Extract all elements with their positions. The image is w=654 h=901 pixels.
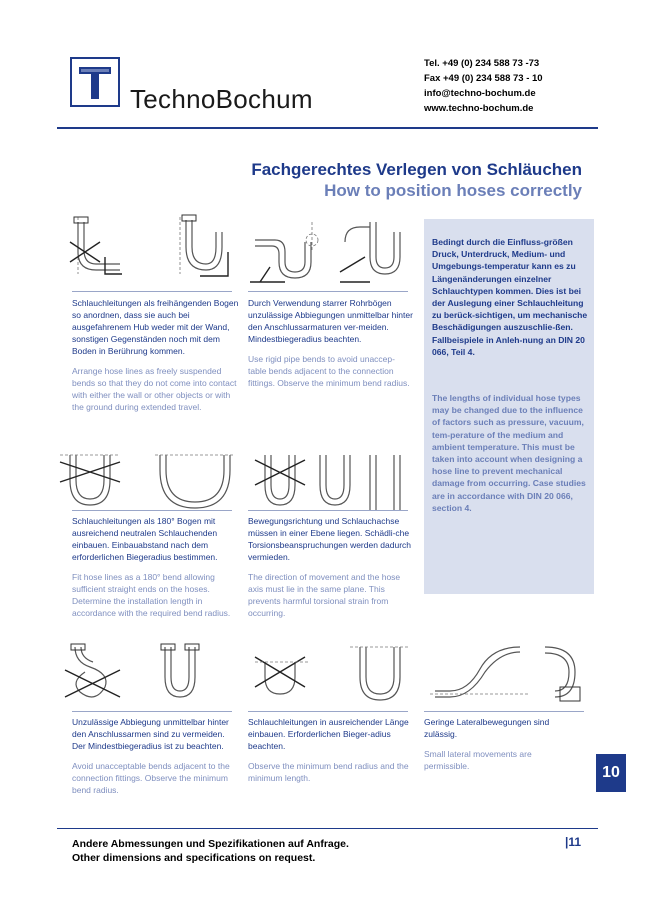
brand-name: TechnoBochum — [130, 84, 313, 114]
caption-de: Unzulässige Abbiegung unmittelbar hinter den Anschlussarmen sind zu vermeiden. Der Mindestbiegeradius ist zu beachten. — [72, 717, 229, 751]
contact-block — [424, 56, 543, 116]
sidebar-text-en: The lengths of individual hose types may be changed due to the influence of factors such as pressure, vacuum, tem-perature of the medium and ambient temperature. This must be taken into account when designing a hose line to prevent mechanical damage from occurring. Case studies are in accordance with DIN 20 066, section 4. — [432, 393, 586, 513]
caption-rule — [248, 291, 408, 292]
caption-1 — [72, 297, 240, 413]
contact-web[interactable]: www.techno-bochum.de — [424, 103, 534, 114]
caption-7 — [424, 716, 574, 772]
caption-de: Bewegungsrichtung und Schlauchachse müssen in einer Ebene liegen. Schädli-che Torsionsbeanspruchungen werden dadurch vermieden. — [248, 516, 412, 562]
section-tab[interactable]: 10 — [596, 754, 626, 792]
contact-email[interactable]: info@techno-bochum.de — [424, 88, 536, 99]
caption-en: The direction of movement and the hose axis must lie in the same plane. This prevents harmful torsional strain from occurring. — [248, 572, 401, 618]
footer-note-de: Andere Abmessungen und Spezifikationen auf Anfrage. — [72, 838, 349, 850]
caption-rule — [72, 711, 232, 712]
caption-de: Schlauchleitungen als 180° Bogen mit ausreichend neutralen Schlauchenden einbauen. Einbauabstand nach dem erforderlichen Biegeradius bestimmen. — [72, 516, 218, 562]
diagram-lateral-movement — [430, 642, 595, 707]
diagram-180-degree-bend — [60, 450, 240, 515]
diagram-sufficient-length — [255, 642, 420, 707]
caption-4 — [248, 515, 413, 619]
footer-rule — [57, 828, 598, 829]
caption-5 — [72, 716, 240, 796]
contact-tel: Tel. +49 (0) 234 588 73 -73 — [424, 58, 540, 69]
caption-rule — [248, 510, 408, 511]
caption-rule — [424, 711, 584, 712]
caption-en: Arrange hose lines as freely suspended bends so that they do not come into contact with either the wall or other objects or with the ground during extended travel. — [72, 366, 237, 412]
sidebar-text-de: Bedingt durch die Einfluss-größen Druck, Unterdruck, Medium- und Umgebungs-temperatur kann es zu Längenänderungen einzelner Schlauchtypen kommen. Dies ist bei der Auslegung einer Schlauchleitung zu berück-sichtigen, um mechanische Beschädigungen auszuschlie-ßen. Fallbeispiele in Anleh-nung an DIN 20 066, Teil 4. — [432, 237, 588, 357]
caption-2 — [248, 297, 413, 389]
caption-en: Fit hose lines as a 180° bend allowing sufficient straight ends on the hoses. Determine the installation length in accordance with the required bend radius. — [72, 572, 231, 618]
caption-3 — [72, 515, 240, 619]
diagram-connection-fittings — [65, 642, 235, 707]
caption-rule — [248, 711, 408, 712]
caption-de: Schlauchleitungen als freihängenden Bogen so anordnen, dass sie auch bei ausgefahrenem Hub weder mit der Wand, sonstigen Gegenständen noch mit dem Boden in Berührung kommen. — [72, 298, 239, 356]
caption-rule — [72, 510, 232, 511]
caption-de: Geringe Lateralbewegungen sind zulässig. — [424, 717, 550, 739]
caption-de: Schlauchleitungen in ausreichender Länge einbauen. Erforderlichen Bieger-adius beachten. — [248, 717, 409, 751]
page-title-en: How to position hoses correctly — [324, 181, 582, 200]
diagram-rigid-pipe-bends — [250, 212, 420, 282]
contact-fax: Fax +49 (0) 234 588 73 - 10 — [424, 73, 543, 84]
page-number: |11 — [565, 835, 582, 849]
header-rule — [57, 127, 598, 129]
caption-en: Small lateral movements are permissible. — [424, 749, 532, 771]
caption-rule — [72, 291, 232, 292]
diagram-movement-plane — [255, 450, 420, 515]
technobochum-logo-icon — [70, 57, 120, 107]
diagram-free-hanging-bends — [60, 212, 235, 282]
caption-6 — [248, 716, 413, 784]
footer-note — [72, 837, 349, 865]
caption-en: Use rigid pipe bends to avoid unaccep-table bends adjacent to the connection fittings. Observe the minimum bend radius. — [248, 354, 410, 388]
caption-de: Durch Verwendung starrer Rohrbögen unzulässige Abbiegungen unmittelbar hinter den Anschlussarmaturen ver-meiden. Mindestbiegeradius beachten. — [248, 298, 413, 344]
caption-en: Avoid unacceptable bends adjacent to the connection fittings. Observe the minimum bend radius. — [72, 761, 230, 795]
page-title-de: Fachgerechtes Verlegen von Schläuchen — [251, 160, 582, 179]
footer-note-en: Other dimensions and specifications on request. — [72, 852, 316, 864]
caption-en: Observe the minimum bend radius and the minimum length. — [248, 761, 409, 783]
page-number-value: 11 — [568, 835, 582, 849]
